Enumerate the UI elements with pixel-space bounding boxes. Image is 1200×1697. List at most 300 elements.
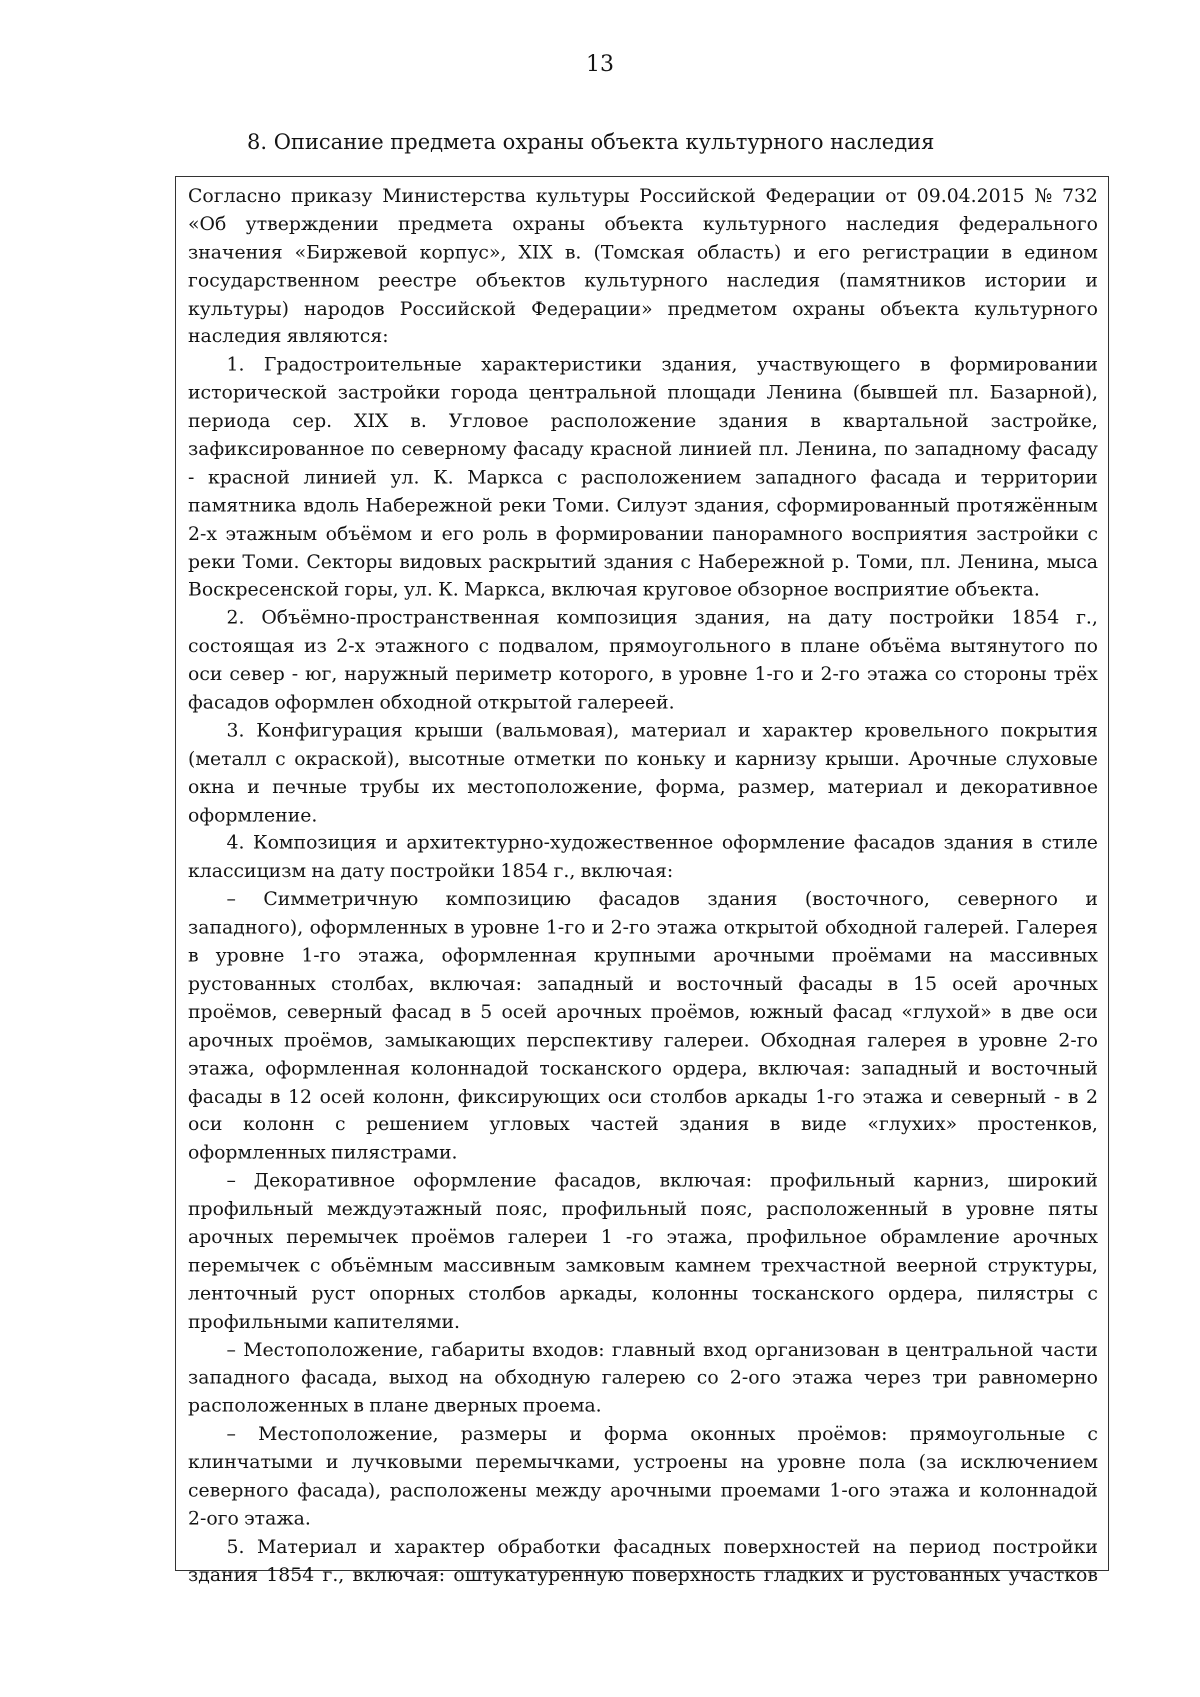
word: широкий <box>1007 1170 1098 1192</box>
word: (за <box>918 1451 948 1474</box>
word: галереей. <box>577 692 675 714</box>
word: междуэтажный <box>326 1198 483 1221</box>
word: архитектурно-художественное <box>406 832 714 855</box>
word: плане <box>369 1395 429 1418</box>
word: решением <box>366 1114 469 1136</box>
word: постройки <box>889 607 995 630</box>
word: здания <box>679 1114 750 1136</box>
word: оформленных <box>309 917 448 939</box>
word: размер, <box>737 776 816 798</box>
word: № <box>1034 185 1053 207</box>
word: устроены <box>633 1451 728 1474</box>
word: и <box>591 917 605 939</box>
word: 2-х <box>336 635 366 658</box>
text-line <box>188 830 1098 858</box>
word: и <box>738 720 751 742</box>
word: рустованных <box>872 1564 1001 1586</box>
word: вытянутого <box>950 635 1065 658</box>
word: роль <box>482 523 529 545</box>
word: северного <box>188 1480 289 1502</box>
word: с <box>556 466 568 489</box>
word: в <box>887 1339 898 1361</box>
word: застройки <box>976 523 1079 545</box>
word: здания <box>707 889 778 911</box>
word: профильный <box>561 1198 688 1221</box>
word: исключением <box>960 1451 1098 1474</box>
text-line <box>188 1140 1098 1168</box>
word: плане <box>800 635 860 658</box>
word: (бывшей <box>852 382 939 404</box>
word: камнем <box>674 1254 751 1277</box>
word: охраны <box>512 213 585 236</box>
word: угловых <box>489 1114 570 1136</box>
word: коньку <box>636 748 706 770</box>
word: стороны <box>963 663 1047 686</box>
text-line <box>188 1365 1098 1393</box>
text-line <box>188 661 1098 689</box>
word: трехчастной <box>760 1254 887 1277</box>
word: фасада, <box>301 1367 378 1389</box>
word: пилястрами. <box>331 1142 458 1164</box>
word: обзорное <box>737 579 829 601</box>
word: в <box>353 1395 365 1418</box>
word: оформленных <box>188 1142 326 1164</box>
word: дату <box>340 860 385 883</box>
word: галерею <box>601 1367 686 1389</box>
word: Федерации» <box>531 298 653 320</box>
word: красной <box>207 466 290 489</box>
word: 732 <box>1061 185 1098 207</box>
word: композицию <box>445 889 572 911</box>
word: фасад <box>391 1001 452 1024</box>
text-line <box>188 211 1098 239</box>
word: в <box>810 410 821 433</box>
word: этажа <box>866 663 928 686</box>
word: здания, <box>694 607 771 630</box>
word: реестре <box>378 269 457 292</box>
word: протяжённым <box>956 495 1098 517</box>
word: с <box>335 1114 346 1136</box>
word: периметр <box>455 663 553 686</box>
word: 1. <box>226 354 245 376</box>
word: 2-х <box>188 523 217 545</box>
word: пл. <box>920 551 952 573</box>
word: по <box>604 748 629 770</box>
word: опорных <box>369 1283 455 1305</box>
word: культурного <box>584 269 708 292</box>
word: восточный <box>676 973 784 995</box>
word: 2-го <box>820 663 861 686</box>
word: со <box>934 663 957 686</box>
word: XIX <box>518 241 553 264</box>
word: (Томская <box>593 241 685 264</box>
word: колоннадой <box>979 1480 1098 1502</box>
word: северного <box>957 889 1058 911</box>
protection-subject-box <box>175 176 1109 1586</box>
word: Ленина <box>766 382 843 404</box>
word: столбах, <box>330 973 415 995</box>
word: характер <box>762 720 853 742</box>
word: 1-ого <box>829 1480 881 1502</box>
word: по <box>884 438 908 461</box>
word: осей <box>952 973 998 995</box>
word: форма <box>604 1423 669 1446</box>
text-line <box>188 436 1098 464</box>
word: профильными <box>188 1311 329 1333</box>
word: 2. <box>226 607 245 630</box>
word: западного <box>188 1367 290 1389</box>
word: Галерея <box>1016 917 1098 939</box>
word: охраны <box>792 298 865 320</box>
word: трубы <box>359 776 420 798</box>
word: из <box>304 635 327 658</box>
word: расположением <box>581 466 742 489</box>
word: между <box>535 1480 602 1502</box>
text-line <box>188 858 1098 886</box>
word: размеры <box>460 1423 548 1446</box>
word: и <box>1085 269 1098 292</box>
word: исторической <box>188 382 328 404</box>
word: массивным <box>443 1254 556 1277</box>
word: арочными <box>713 945 815 967</box>
word: проёмов, <box>284 1029 374 1052</box>
word: здания, <box>661 354 738 376</box>
word: классицизм <box>188 860 307 883</box>
word: Градостроительные <box>263 354 462 376</box>
word: проёмов <box>411 1226 495 1249</box>
word: 5. <box>226 1536 245 1558</box>
word: периода <box>188 410 271 433</box>
text-line <box>188 1393 1098 1421</box>
text-line <box>188 1055 1098 1083</box>
text-line <box>188 1309 1098 1337</box>
word: этажа <box>889 1480 950 1502</box>
word: со <box>696 1367 719 1389</box>
word: с <box>1087 523 1098 545</box>
word: уровне <box>470 917 540 939</box>
word: их <box>431 776 455 798</box>
word: через <box>863 1367 922 1389</box>
word: г., <box>322 1564 345 1586</box>
word: Маркса, <box>463 579 547 601</box>
word: 1854 <box>500 860 549 883</box>
word: 1-го <box>815 1086 855 1108</box>
word: этажа, <box>357 945 425 967</box>
word: панорамного <box>712 523 843 545</box>
word: участков <box>1008 1564 1098 1586</box>
word: постройки <box>390 860 496 883</box>
word: регистрации <box>862 241 990 264</box>
text-line <box>188 1252 1098 1280</box>
word: включая: <box>758 1057 851 1080</box>
word: частей <box>590 1114 659 1136</box>
word: по <box>1074 635 1098 658</box>
word: характер <box>394 1536 485 1558</box>
word: 3. <box>226 720 245 742</box>
word: северный <box>286 1001 383 1024</box>
word: Набережной <box>365 495 493 517</box>
word: этажа, <box>666 1226 734 1249</box>
word: оформление <box>413 1170 537 1192</box>
word: и <box>801 663 814 686</box>
word: и <box>930 1086 944 1108</box>
word: крыши <box>414 720 484 742</box>
word: профильное <box>746 1226 867 1249</box>
text-line <box>188 380 1098 408</box>
word: фасаду <box>1027 438 1098 461</box>
word: сформированный <box>776 495 951 517</box>
word: уровне <box>965 1198 1035 1221</box>
word: столбов <box>468 1283 546 1305</box>
word: открытой <box>477 692 573 714</box>
word: фасадов <box>598 889 680 911</box>
word: 1-го <box>754 663 795 686</box>
word: арочных <box>188 1029 274 1052</box>
word: и <box>958 1480 972 1502</box>
word: выход <box>388 1367 449 1389</box>
word: Российской <box>639 185 756 207</box>
text-line <box>188 605 1098 633</box>
protection-subject-text <box>188 183 1098 1590</box>
word: едином <box>1024 241 1098 264</box>
word: восприятие <box>833 579 950 601</box>
word: окна <box>188 776 235 798</box>
word: горы, <box>344 579 399 601</box>
word: линией <box>678 438 753 461</box>
word: пояс, <box>495 1198 549 1221</box>
word: р. <box>831 551 850 573</box>
word: уровне <box>777 1451 846 1474</box>
word: предмета <box>398 213 493 236</box>
word: 2-го <box>610 917 651 939</box>
word: пл. <box>948 382 980 404</box>
word: фасадных <box>613 1536 711 1558</box>
text-line <box>188 1027 1098 1055</box>
word: Федерации <box>765 185 876 207</box>
word: Симметричную <box>263 889 419 911</box>
word: проема. <box>522 1395 602 1418</box>
text-line <box>188 183 1098 211</box>
word: расположение <box>550 410 697 433</box>
word: западный <box>860 1057 958 1080</box>
word: область) <box>696 241 782 264</box>
word: предметом <box>667 298 778 320</box>
word: и <box>1085 889 1098 911</box>
word: Обходная <box>760 1029 857 1052</box>
word: арочных <box>188 1226 274 1249</box>
word: три <box>932 1367 968 1389</box>
text-line <box>188 999 1098 1027</box>
word: 1854 <box>1011 607 1060 630</box>
word: Ленина, <box>958 551 1040 573</box>
word: и <box>714 748 727 770</box>
text-line <box>188 1478 1098 1506</box>
word: столбов <box>649 1086 728 1108</box>
word: в. <box>410 410 427 433</box>
word: расположены <box>389 1480 527 1502</box>
word: федерального <box>958 213 1098 236</box>
word: этажа <box>862 1086 924 1108</box>
word: осей <box>501 1001 548 1024</box>
word: объёма <box>869 635 941 658</box>
word: культурного <box>974 298 1098 320</box>
word: территории <box>980 466 1098 489</box>
word: центральной <box>528 382 657 404</box>
word: пола <box>858 1451 906 1474</box>
word: пл. <box>758 438 790 461</box>
word: приказу <box>291 185 373 207</box>
word: период <box>909 1536 981 1558</box>
word: 15 <box>913 973 938 995</box>
word: композиция <box>556 607 678 630</box>
word: Воскресенской <box>188 579 340 601</box>
text-line <box>188 1534 1098 1562</box>
word: объекта <box>880 298 960 320</box>
word: включая: <box>429 973 522 995</box>
word: - <box>291 663 299 686</box>
word: декоративное <box>960 776 1098 798</box>
text-line <box>188 1449 1098 1477</box>
word: культуры <box>535 185 630 207</box>
word: арочными <box>610 1480 712 1502</box>
word: объёмным <box>330 1254 434 1277</box>
word: 2-го <box>1058 1029 1098 1052</box>
word: этажным <box>225 523 318 545</box>
word: Секторы <box>306 551 393 573</box>
word: замковым <box>565 1254 665 1277</box>
word: осей <box>319 1086 366 1108</box>
word: народов <box>303 298 385 320</box>
word: 2 <box>1086 1086 1098 1108</box>
word: формировании <box>555 523 704 545</box>
word: галереи <box>507 1226 588 1249</box>
word: (памятников <box>838 269 966 292</box>
word: 1-го <box>301 945 341 967</box>
word: ленточный <box>188 1283 298 1305</box>
word: этажа <box>656 917 718 939</box>
word: фасада <box>870 466 942 489</box>
word: Местоположение, <box>243 1339 424 1361</box>
word: колонн <box>242 1114 315 1136</box>
word: западному <box>914 438 1021 461</box>
word: культурного <box>702 213 827 236</box>
word: поверхностей <box>723 1536 861 1558</box>
word: истории <box>984 269 1067 292</box>
word: Объёмно-пространственная <box>261 607 540 630</box>
word: фасады <box>798 973 873 995</box>
word: и <box>935 776 948 798</box>
text-line <box>188 887 1098 915</box>
word: и <box>420 523 434 545</box>
word: с <box>309 1254 321 1277</box>
word: покрытия <box>1000 720 1098 742</box>
text-line <box>188 971 1098 999</box>
word: западного <box>754 466 857 489</box>
word: включая: <box>580 860 674 883</box>
word: оформленная <box>441 945 577 967</box>
word: объёмом <box>325 523 413 545</box>
word: памятника <box>188 495 297 517</box>
word: К. <box>438 579 459 601</box>
word: Арочные <box>908 748 998 770</box>
text-line <box>188 746 1098 774</box>
word: и <box>648 973 662 995</box>
word: печные <box>272 776 348 798</box>
word: Российской <box>399 298 517 320</box>
word: обходной <box>379 692 473 714</box>
word: северному <box>401 438 507 461</box>
word: проёмов, <box>650 1001 741 1024</box>
word: на <box>740 1451 765 1474</box>
word: – <box>226 1170 236 1192</box>
word: лучковыми <box>351 1451 463 1474</box>
word: этажа <box>792 1367 853 1389</box>
word: галерея <box>867 1029 947 1052</box>
word: в <box>941 1198 953 1221</box>
text-line <box>188 296 1098 324</box>
word: по <box>370 438 395 461</box>
text-line <box>188 633 1098 661</box>
word: и <box>247 776 260 798</box>
word: расположенный <box>766 1198 929 1221</box>
word: аркады <box>734 1086 808 1108</box>
word: с <box>1087 1283 1098 1305</box>
word: расположенных <box>188 1395 349 1418</box>
word: оси <box>188 1114 223 1136</box>
word: в <box>769 1114 781 1136</box>
text-line <box>188 690 1098 718</box>
word: аркады, <box>559 1283 639 1305</box>
word: высотные <box>408 748 506 770</box>
word: здания <box>188 1564 259 1586</box>
word: карниз, <box>913 1170 990 1192</box>
word: трёх <box>1053 663 1098 686</box>
word: местоположение, <box>467 776 644 798</box>
word: дату <box>828 607 873 630</box>
word: Угловое <box>448 410 529 433</box>
word: формировании <box>949 354 1098 376</box>
word: Местоположение, <box>258 1423 439 1446</box>
word: наследия <box>845 213 940 236</box>
word: сер. <box>292 410 333 433</box>
word: -го <box>625 1226 654 1249</box>
word: К. <box>433 466 454 489</box>
word: в. <box>564 241 582 264</box>
word: утверждении <box>245 213 379 236</box>
word: восточный <box>991 1057 1098 1080</box>
text-line <box>188 802 1098 830</box>
text-line <box>188 521 1098 549</box>
word: пилястры <box>976 1283 1074 1305</box>
word: оформленная <box>265 1057 401 1080</box>
word: объекта. <box>954 579 1040 601</box>
word: с <box>478 635 490 658</box>
text-line <box>188 1562 1098 1590</box>
word: застройки <box>337 382 441 404</box>
word: этажа. <box>244 1508 311 1530</box>
word: фасадов <box>188 692 270 714</box>
word: значения <box>188 241 283 264</box>
word: ул. <box>403 579 433 601</box>
word: в <box>460 1001 471 1024</box>
word: – <box>226 1339 236 1361</box>
word: ордера, <box>887 1283 964 1305</box>
word: красной <box>590 438 673 461</box>
word: Материал <box>257 1536 357 1558</box>
word: и <box>325 1451 339 1474</box>
word: его <box>817 241 851 264</box>
word: включая: <box>659 1170 753 1192</box>
